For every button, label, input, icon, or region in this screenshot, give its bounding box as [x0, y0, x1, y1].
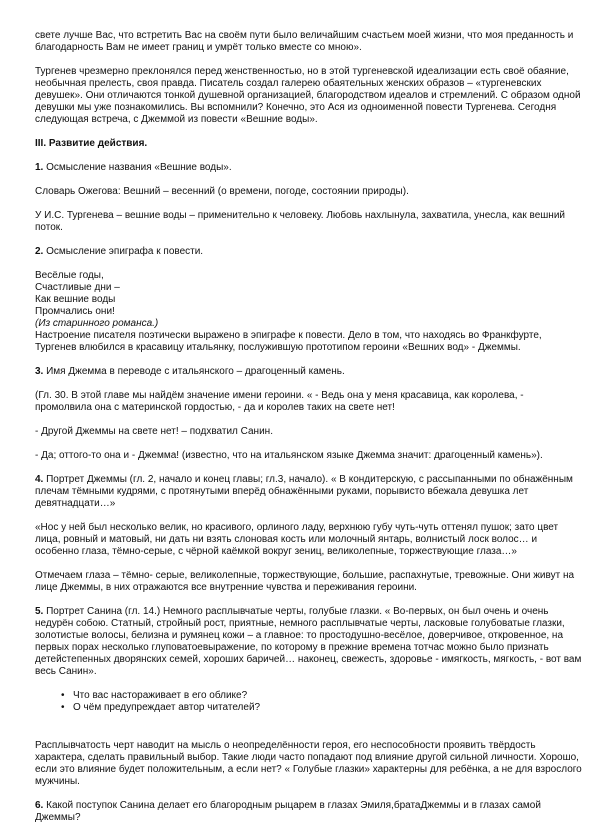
- paragraph-turgenev-women: Тургенев чрезмерно преклонялся перед женственностью, но в этой тургеневской идеализации есть своё обаяние, необычная прелесть, своя правда. Писатель создал галерею обаятельных женских образов – «тургеневских девушек». Они отличаются тонкой душевной организацией, благородством идеалов и стремлений. С образом одной девушки мы уже познакомились. Вы вспомнили? Конечно, это Ася из одноименной повести Тургенева. Сегодня следующая встреча, с Джеммой из повести «Вешние воды».: [35, 66, 581, 125]
- item-4-number: 4.: [35, 474, 44, 485]
- item-6-text: Какой поступок Санина делает его благородным рыцарем в глазах Эмиля,братаДжеммы и в глазах самой Джеммы?: [35, 800, 541, 823]
- poem-line: Промчались они!: [35, 306, 115, 317]
- item-5-number: 5.: [35, 606, 44, 617]
- poem-line: Как вешние воды: [35, 294, 116, 305]
- item-3-text: Имя Джемма в переводе с итальянского – драгоценный камень.: [43, 366, 345, 377]
- section-heading: [35, 138, 583, 150]
- paragraph-letter-end: свете лучше Вас, что встретить Вас на своём пути было величайшим счастьем моей жизни, что моя преданность и благодарность Вам не имеет границ и умрёт только вместе со мною».: [35, 30, 574, 53]
- paragraph-chapter-30: (Гл. 30. В этой главе мы найдём значение имени героини. « - Ведь она у меня красавица, как королева, - промолвила она с материнской гордостью, - да и королев таких на свете нет!: [35, 390, 524, 413]
- bullet-icon: •: [61, 702, 65, 713]
- item-2-text: Осмысление эпиграфа к повести.: [43, 246, 204, 257]
- item-5-text: Портрет Санина (гл. 14.) Немного расплывчатые черты, голубые глазки. « Во-первых, он был очень и очень недурён собою. Статный, стройный рост, приятные, немного расплывчатые черты, ласковые голубоватые глазки, золотистые волосы, белизна и румянец кожи – а главное: то простодушно-весёлое, доверчивое, откровенное, на первых порах несколько глуповатоевыражение, по которому в прежние времена тотчас можно было признать детейстепенных дворянских семей, хороших баричей… наконец, свежесть, здоровье - имягкость, мягкость, - вот вам весь Санин».: [35, 606, 582, 677]
- document-body: [35, 30, 583, 836]
- item-1-text: Осмысление названия «Вешние воды».: [43, 162, 232, 173]
- list-item: [61, 690, 583, 702]
- bullet-icon: •: [61, 690, 65, 701]
- question-list: [35, 690, 583, 714]
- list-item-text: О чём предупреждает автор читателей?: [73, 702, 261, 713]
- paragraph-portrait-quote: «Нос у ней был несколько велик, но красивого, орлиного ладу, верхнюю губу чуть-чуть оттенял пушок; зато цвет лица, ровный и матовый, ни дать ни взять слоновая кость или молочный янтарь, волнистый лоск волос… и особенно глаза, тёмно-серые, с чёрной каёмкой вокруг зениц, великолепные, торжествующие глаза…»: [35, 522, 559, 557]
- item-4: [35, 474, 583, 510]
- item-5: [35, 606, 583, 678]
- item-4-text: Портрет Джеммы (гл. 2, начало и конец главы; гл.3, начало). « В кондитерскую, с рассыпанными по обнажённым плечам тёмными кудрями, с протянутыми вперёд обнажёнными руками, порывисто вбежала девушка лет девятнадцати…»: [35, 474, 573, 509]
- list-item: [61, 702, 583, 714]
- item-3-number: 3.: [35, 366, 44, 377]
- epigraph-poem: [35, 270, 583, 330]
- paragraph-dictionary: Словарь Ожегова: Вешний – весенний (о времени, погоде, состоянии природы).: [35, 186, 409, 197]
- poem-source: (Из старинного романса.): [35, 318, 159, 329]
- poem-line: Счастливые дни –: [35, 282, 120, 293]
- poem-line: Весёлые годы,: [35, 270, 104, 281]
- item-6: [35, 800, 583, 824]
- section-heading-text: III. Развитие действия.: [35, 138, 148, 149]
- item-2: [35, 246, 583, 258]
- paragraph-eyes: Отмечаем глаза – тёмно- серые, великолепные, торжествующие, большие, распахнутые, тревожные. Они живут на лице Джеммы, в них отражаются все внутренние чувства и переживания героини.: [35, 570, 575, 593]
- item-1-number: 1.: [35, 162, 44, 173]
- item-1: [35, 162, 583, 174]
- item-6-number: 6.: [35, 800, 44, 811]
- paragraph-turgenev-meaning: У И.С. Тургенева – вешние воды – применительно к человеку. Любовь нахлынула, захватила, унесла, как вешний поток.: [35, 210, 566, 233]
- paragraph-sanin-quote: - Другой Джеммы на свете нет! – подхватил Санин.: [35, 426, 273, 437]
- paragraph-gemma-meaning: - Да; оттого-то она и - Джемма! (известно, что на итальянском языке Джемма значит: драгоценный камень»).: [35, 450, 543, 461]
- paragraph-epigraph-mood: Настроение писателя поэтически выражено в эпиграфе к повести. Дело в том, что находясь во Франкфурте, Тургенев влюбился в красавицу итальянку, послужившую прототипом героини «Вешних вод» - Джеммы.: [35, 330, 542, 353]
- list-item-text: Что вас настораживает в его облике?: [73, 690, 248, 701]
- paragraph-blurred-features: Расплывчатость черт наводит на мысль о неопределённости героя, его неспособности проявить твёрдость характера, сделать правильный выбор. Такие люди часто попадают под влияние другой сильной личности. Хорошо, если это влияние будет положительным, а если нет? « Голубые глазки» характерны для ребёнка, а не для взрослого мужчины.: [35, 740, 582, 787]
- item-3: [35, 366, 583, 378]
- item-2-number: 2.: [35, 246, 44, 257]
